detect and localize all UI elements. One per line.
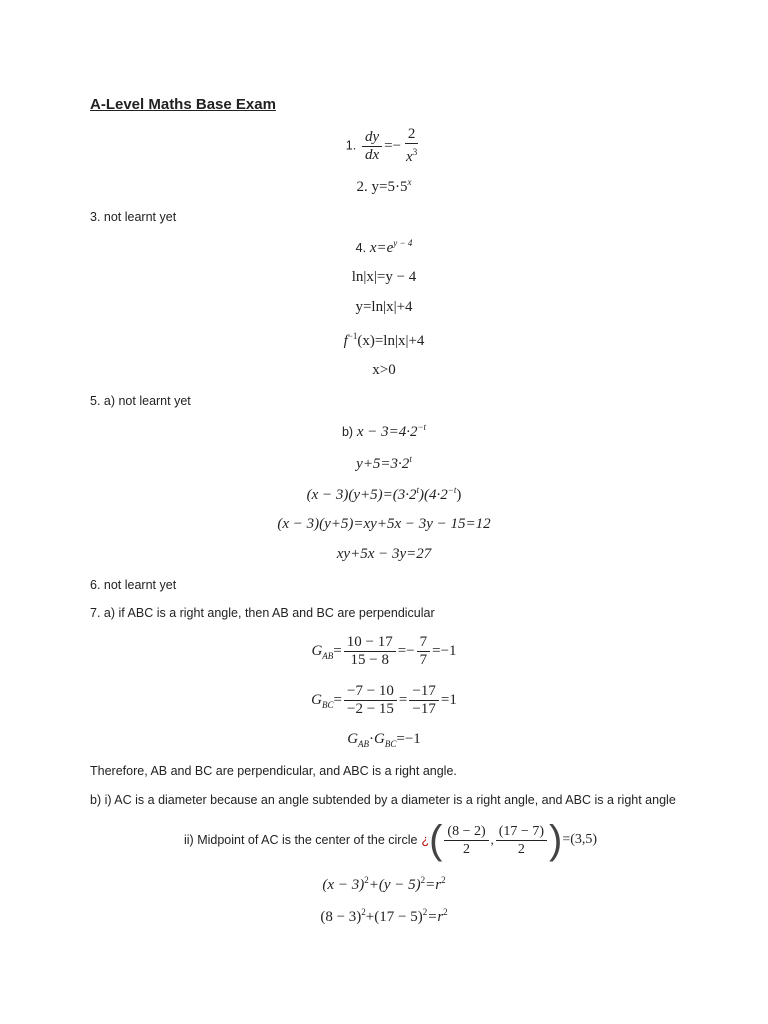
g-bc-num1: −7 − 10 xyxy=(344,683,397,701)
g-ab-num1: 10 − 17 xyxy=(344,634,396,652)
g-bc-num2: −17 xyxy=(409,683,438,701)
q5b-line1-exp: −t xyxy=(417,422,427,432)
gradient-bc: $G_{BC}=$ $\frac{-7 - 10}{-2 - 15}$ = $\frac{-17}{-17}$ =1 xyxy=(311,683,457,717)
q1-den-x: x xyxy=(406,149,413,165)
therefore-text: Therefore, AB and BC are perpendicular, and ABC is a right angle. xyxy=(90,764,457,778)
circle2-sq3: 2 xyxy=(443,907,448,917)
q7bi-text: b) i) AC is a diameter because an angle subtended by a diameter is a right angle, and ABC is a right angle xyxy=(90,793,676,807)
q2-exp: x xyxy=(407,177,412,187)
q4-line1 xyxy=(0,238,768,257)
mid-num1: (8 − 2) xyxy=(444,823,488,841)
g-ab-frac2 xyxy=(417,634,431,669)
prod-dot: · xyxy=(369,731,375,747)
prod-g-bc: G xyxy=(374,731,385,747)
g-ab-mid: =− xyxy=(397,643,415,659)
q2-equation xyxy=(0,177,768,196)
g-ab-frac1 xyxy=(344,634,396,669)
circle2-sq1: 2 xyxy=(361,907,366,917)
q1-den-exp: 3 xyxy=(412,147,418,157)
q5b-line2 xyxy=(0,454,768,473)
g-bc-den2: −17 xyxy=(412,701,436,717)
circle1-c: =r xyxy=(425,877,442,893)
q5b-line1-text: x − 3=4·2 xyxy=(356,424,418,440)
q2-text: 2. y=5·5 xyxy=(356,179,408,195)
q5a-text: 5. a) not learnt yet xyxy=(90,394,191,408)
circle-eq1 xyxy=(0,875,768,894)
g-ab-num2: 7 xyxy=(417,634,431,652)
unknown-glyph: ¿ xyxy=(421,833,430,847)
q1-label: 1. xyxy=(345,138,357,153)
gradient-ab: $G_{AB}=$ $\frac{10 - 17}{15 - 8}$ =− $\frac{7}{7}$ =−1 xyxy=(311,634,457,668)
q5b-line3-c: ) xyxy=(456,487,462,503)
q4-label: 4. xyxy=(355,241,367,255)
circle1-sq3: 2 xyxy=(441,875,446,885)
close-paren: ) xyxy=(549,818,563,862)
prod-g-ab-sub: AB xyxy=(358,739,370,749)
q4-line4-rest: (x)=ln|x|+4 xyxy=(357,333,425,349)
gradient-product xyxy=(0,731,768,749)
g-bc-sub: BC xyxy=(322,699,334,710)
q4-line3: y=ln|x|+4 xyxy=(355,299,413,315)
q5b-line2-text: y+5=3·2 xyxy=(356,456,410,472)
g-bc-result: =1 xyxy=(440,692,457,708)
prod-g-bc-sub: BC xyxy=(384,739,397,749)
g-bc-frac2 xyxy=(409,683,438,718)
g-ab-result: =−1 xyxy=(432,643,457,659)
q1-den xyxy=(403,144,420,166)
midpoint-frac1 xyxy=(444,823,488,858)
mid-den2: 2 xyxy=(517,841,525,857)
g-ab-den1: 15 − 8 xyxy=(350,652,389,668)
circle1-sq1: 2 xyxy=(364,875,369,885)
g-ab-symbol: G xyxy=(311,643,323,659)
q5b-line3-exp1: t xyxy=(416,485,420,495)
q4-line4 xyxy=(0,331,768,350)
circle2-c: =r xyxy=(427,909,444,925)
q4-exp: y − 4 xyxy=(393,238,413,248)
circle2-a: (8 − 3) xyxy=(320,909,362,925)
q1-equation xyxy=(0,126,768,166)
q5b-line3-a: (x − 3)(y+5)=(3·2 xyxy=(306,487,417,503)
g-ab-sub: AB xyxy=(322,650,334,661)
q1-derivative xyxy=(362,129,382,164)
open-paren: ( xyxy=(429,818,443,862)
midpoint-frac2 xyxy=(496,823,547,858)
q7bii-line: ii) Midpoint of AC is the center of the circle ¿ ( $\frac{(8 - 2)}{2}$ , $\frac{(17 - 7)}{2}$ ) =(3,5) xyxy=(184,818,598,862)
q4-inverse-exp: −1 xyxy=(347,331,358,341)
g-bc-symbol: G xyxy=(311,692,323,708)
q1-num: 2 xyxy=(405,126,419,144)
page-title: A-Level Maths Base Exam xyxy=(90,96,276,113)
q1-rhs xyxy=(403,126,420,166)
q3-text: 3. not learnt yet xyxy=(90,210,177,224)
mid-num2: (17 − 7) xyxy=(496,823,547,841)
q1-dy: dy xyxy=(362,129,382,147)
q5b-line2-exp: t xyxy=(409,454,412,464)
q5b-line1 xyxy=(0,422,768,441)
q7bii-text: ii) Midpoint of AC is the center of the circle xyxy=(184,833,418,847)
prod-result: =−1 xyxy=(396,731,421,747)
q1-dx: dx xyxy=(364,146,380,163)
q5b-label: b) xyxy=(341,425,354,439)
midpoint-result: =(3,5) xyxy=(562,832,598,847)
g-bc-frac1 xyxy=(344,683,397,718)
q5b-line3-exp2: −t xyxy=(447,485,457,495)
q7a-text: 7. a) if ABC is a right angle, then AB and BC are perpendicular xyxy=(90,606,435,620)
circle2-sq2: 2 xyxy=(422,907,428,917)
mid-den1: 2 xyxy=(463,841,471,857)
circle-eq2 xyxy=(0,907,768,926)
q5b-line5: xy+5x − 3y=27 xyxy=(336,546,432,562)
q4-line2: ln|x|=y − 4 xyxy=(351,269,417,285)
circle1-b: +(y − 5) xyxy=(368,877,421,893)
q4-line5: x>0 xyxy=(372,362,396,378)
q4-base: x=e xyxy=(369,240,394,256)
g-bc-den1: −2 − 15 xyxy=(347,701,394,717)
circle1-sq2: 2 xyxy=(420,875,426,885)
circle1-a: (x − 3) xyxy=(322,877,365,893)
q5b-line4: (x − 3)(y+5)=xy+5x − 3y − 15=12 xyxy=(277,516,491,532)
circle2-b: +(17 − 5) xyxy=(365,909,423,925)
g-ab-den2: 7 xyxy=(419,652,428,668)
q5b-line3-b: )(4·2 xyxy=(419,487,448,503)
q6-text: 6. not learnt yet xyxy=(90,578,177,592)
prod-g-ab: G xyxy=(347,731,359,747)
q1-equals: =− xyxy=(384,137,402,154)
q4-f: f xyxy=(343,333,348,349)
q5b-line3 xyxy=(0,485,768,504)
